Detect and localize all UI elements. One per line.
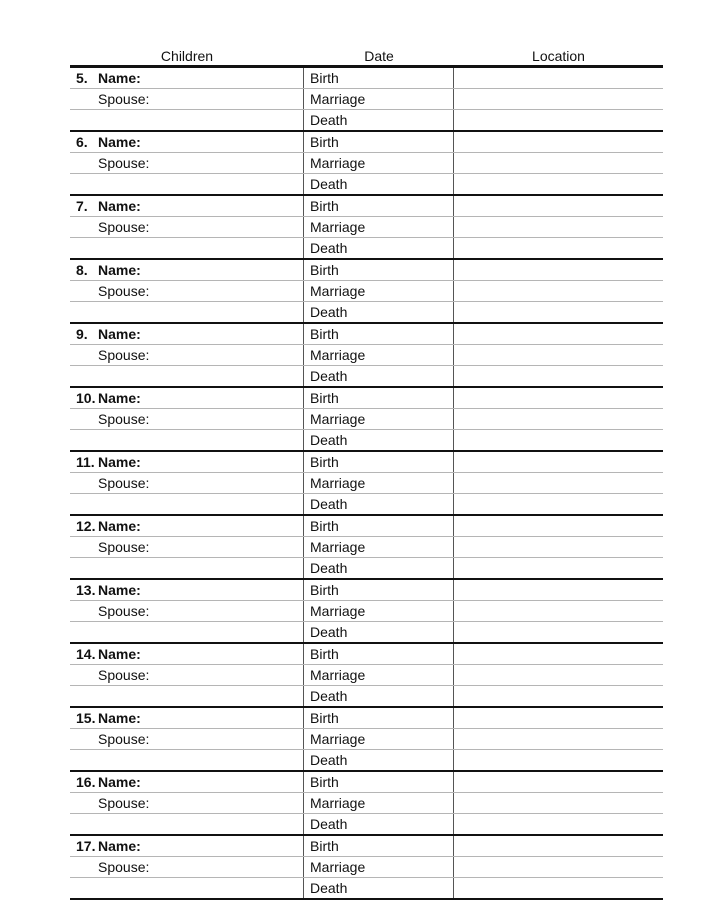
marriage-row: [70, 344, 663, 365]
spouse-label: Spouse:: [98, 667, 150, 683]
child-entry: [70, 196, 663, 260]
death-date-cell[interactable]: [304, 558, 454, 578]
spouse-cell[interactable]: [70, 729, 304, 749]
spouse-cell[interactable]: [70, 281, 304, 301]
marriage-date-cell[interactable]: [304, 473, 454, 493]
name-label: Name:: [98, 390, 141, 406]
marriage-date-cell[interactable]: [304, 729, 454, 749]
empty-child-cell: [70, 750, 304, 770]
birth-location-cell[interactable]: [454, 836, 663, 856]
child-entry: [70, 388, 663, 452]
empty-child-cell: [70, 494, 304, 514]
entry-number: 15.: [76, 710, 96, 726]
spouse-label: Spouse:: [98, 731, 150, 747]
death-location-cell[interactable]: [454, 814, 663, 834]
entry-number: 10.: [76, 390, 96, 406]
birth-date-cell[interactable]: [304, 260, 454, 280]
marriage-row: [70, 856, 663, 877]
birth-location-cell[interactable]: [454, 68, 663, 88]
empty-child-cell: [70, 622, 304, 642]
birth-row: [70, 196, 663, 216]
spouse-label: Spouse:: [98, 219, 150, 235]
name-label: Name:: [98, 582, 141, 598]
name-cell[interactable]: [70, 516, 304, 536]
entry-number: 8.: [76, 262, 88, 278]
death-row: [70, 493, 663, 514]
empty-child-cell: [70, 686, 304, 706]
name-label: Name:: [98, 198, 141, 214]
birth-label: Birth: [310, 838, 339, 854]
birth-date-cell[interactable]: [304, 772, 454, 792]
marriage-location-cell[interactable]: [454, 665, 663, 685]
death-label: Death: [310, 432, 348, 448]
marriage-label: Marriage: [310, 347, 366, 363]
birth-location-cell[interactable]: [454, 260, 663, 280]
marriage-date-cell[interactable]: [304, 281, 454, 301]
child-entry: [70, 580, 663, 644]
spouse-label: Spouse:: [98, 91, 150, 107]
death-date-cell[interactable]: [304, 494, 454, 514]
death-date-cell[interactable]: [304, 174, 454, 194]
marriage-date-cell[interactable]: [304, 793, 454, 813]
marriage-location-cell[interactable]: [454, 409, 663, 429]
death-label: Death: [310, 176, 348, 192]
marriage-label: Marriage: [310, 795, 366, 811]
name-label: Name:: [98, 134, 141, 150]
death-location-cell[interactable]: [454, 878, 663, 898]
birth-date-cell[interactable]: [304, 580, 454, 600]
birth-label: Birth: [310, 774, 339, 790]
name-cell[interactable]: [70, 132, 304, 152]
spouse-label: Spouse:: [98, 795, 150, 811]
birth-row: [70, 324, 663, 344]
name-label: Name:: [98, 646, 141, 662]
birth-label: Birth: [310, 198, 339, 214]
entry-number: 12.: [76, 518, 96, 534]
entry-number: 16.: [76, 774, 96, 790]
marriage-label: Marriage: [310, 91, 366, 107]
child-entry: [70, 644, 663, 708]
header-date: Date: [364, 48, 394, 64]
birth-label: Birth: [310, 262, 339, 278]
death-location-cell[interactable]: [454, 622, 663, 642]
birth-date-cell[interactable]: [304, 388, 454, 408]
death-label: Death: [310, 240, 348, 256]
marriage-label: Marriage: [310, 411, 366, 427]
name-cell[interactable]: [70, 580, 304, 600]
child-entry: [70, 516, 663, 580]
marriage-date-cell[interactable]: [304, 217, 454, 237]
child-entry: [70, 132, 663, 196]
marriage-location-cell[interactable]: [454, 89, 663, 109]
entry-number: 17.: [76, 838, 96, 854]
birth-label: Birth: [310, 518, 339, 534]
marriage-label: Marriage: [310, 667, 366, 683]
marriage-location-cell[interactable]: [454, 345, 663, 365]
spouse-label: Spouse:: [98, 603, 150, 619]
marriage-location-cell[interactable]: [454, 857, 663, 877]
header-location: Location: [532, 48, 585, 64]
spouse-label: Spouse:: [98, 539, 150, 555]
death-row: [70, 237, 663, 258]
empty-child-cell: [70, 366, 304, 386]
entry-number: 6.: [76, 134, 88, 150]
birth-location-cell[interactable]: [454, 772, 663, 792]
spouse-label: Spouse:: [98, 155, 150, 171]
birth-row: [70, 516, 663, 536]
marriage-location-cell[interactable]: [454, 601, 663, 621]
child-entry: [70, 772, 663, 836]
death-location-cell[interactable]: [454, 238, 663, 258]
name-label: Name:: [98, 838, 141, 854]
death-row: [70, 301, 663, 322]
marriage-date-cell[interactable]: [304, 153, 454, 173]
birth-row: [70, 132, 663, 152]
entry-number: 9.: [76, 326, 88, 342]
spouse-cell[interactable]: [70, 793, 304, 813]
spouse-cell[interactable]: [70, 345, 304, 365]
marriage-label: Marriage: [310, 283, 366, 299]
death-date-cell[interactable]: [304, 814, 454, 834]
marriage-label: Marriage: [310, 219, 366, 235]
death-row: [70, 109, 663, 130]
birth-row: [70, 772, 663, 792]
birth-location-cell[interactable]: [454, 452, 663, 472]
marriage-location-cell[interactable]: [454, 473, 663, 493]
entry-number: 14.: [76, 646, 96, 662]
death-location-cell[interactable]: [454, 302, 663, 322]
birth-label: Birth: [310, 134, 339, 150]
death-location-cell[interactable]: [454, 366, 663, 386]
marriage-date-cell[interactable]: [304, 665, 454, 685]
death-location-cell[interactable]: [454, 750, 663, 770]
birth-location-cell[interactable]: [454, 324, 663, 344]
marriage-row: [70, 408, 663, 429]
spouse-cell[interactable]: [70, 601, 304, 621]
death-row: [70, 685, 663, 706]
marriage-date-cell[interactable]: [304, 409, 454, 429]
empty-child-cell: [70, 110, 304, 130]
empty-child-cell: [70, 238, 304, 258]
birth-date-cell[interactable]: [304, 196, 454, 216]
spouse-label: Spouse:: [98, 411, 150, 427]
spouse-cell[interactable]: [70, 665, 304, 685]
spouse-label: Spouse:: [98, 475, 150, 491]
death-date-cell[interactable]: [304, 110, 454, 130]
child-entry: [70, 708, 663, 772]
marriage-row: [70, 280, 663, 301]
spouse-cell[interactable]: [70, 473, 304, 493]
spouse-cell[interactable]: [70, 857, 304, 877]
marriage-row: [70, 664, 663, 685]
marriage-label: Marriage: [310, 603, 366, 619]
birth-row: [70, 708, 663, 728]
birth-label: Birth: [310, 390, 339, 406]
name-cell[interactable]: [70, 324, 304, 344]
spouse-label: Spouse:: [98, 283, 150, 299]
death-date-cell[interactable]: [304, 622, 454, 642]
death-date-cell[interactable]: [304, 686, 454, 706]
marriage-row: [70, 88, 663, 109]
death-row: [70, 173, 663, 194]
marriage-label: Marriage: [310, 539, 366, 555]
name-cell[interactable]: [70, 452, 304, 472]
marriage-date-cell[interactable]: [304, 345, 454, 365]
empty-child-cell: [70, 430, 304, 450]
child-entry: [70, 836, 663, 900]
entry-number: 7.: [76, 198, 88, 214]
birth-label: Birth: [310, 70, 339, 86]
spouse-cell[interactable]: [70, 217, 304, 237]
marriage-location-cell[interactable]: [454, 729, 663, 749]
death-row: [70, 877, 663, 898]
death-label: Death: [310, 752, 348, 768]
header-children: Children: [160, 48, 214, 64]
entry-number: 11.: [76, 454, 95, 470]
birth-date-cell[interactable]: [304, 452, 454, 472]
marriage-row: [70, 152, 663, 173]
marriage-location-cell[interactable]: [454, 793, 663, 813]
name-cell[interactable]: [70, 836, 304, 856]
spouse-label: Spouse:: [98, 859, 150, 875]
name-label: Name:: [98, 710, 141, 726]
birth-row: [70, 644, 663, 664]
death-label: Death: [310, 880, 348, 896]
marriage-date-cell[interactable]: [304, 601, 454, 621]
death-label: Death: [310, 496, 348, 512]
name-label: Name:: [98, 774, 141, 790]
child-entry: [70, 260, 663, 324]
death-label: Death: [310, 112, 348, 128]
birth-date-cell[interactable]: [304, 68, 454, 88]
death-location-cell[interactable]: [454, 686, 663, 706]
death-date-cell[interactable]: [304, 302, 454, 322]
entry-number: 5.: [76, 70, 88, 86]
death-row: [70, 749, 663, 770]
birth-date-cell[interactable]: [304, 516, 454, 536]
death-location-cell[interactable]: [454, 430, 663, 450]
marriage-date-cell[interactable]: [304, 89, 454, 109]
child-entry: [70, 452, 663, 516]
name-label: Name:: [98, 326, 141, 342]
death-label: Death: [310, 304, 348, 320]
spouse-cell[interactable]: [70, 89, 304, 109]
name-label: Name:: [98, 70, 141, 86]
marriage-label: Marriage: [310, 731, 366, 747]
birth-row: [70, 452, 663, 472]
name-cell[interactable]: [70, 260, 304, 280]
birth-label: Birth: [310, 582, 339, 598]
marriage-label: Marriage: [310, 155, 366, 171]
empty-child-cell: [70, 878, 304, 898]
name-label: Name:: [98, 262, 141, 278]
name-cell[interactable]: [70, 644, 304, 664]
entry-number: 13.: [76, 582, 96, 598]
death-row: [70, 621, 663, 642]
name-cell[interactable]: [70, 196, 304, 216]
birth-row: [70, 836, 663, 856]
birth-row: [70, 388, 663, 408]
marriage-location-cell[interactable]: [454, 153, 663, 173]
birth-date-cell[interactable]: [304, 324, 454, 344]
birth-date-cell[interactable]: [304, 132, 454, 152]
death-location-cell[interactable]: [454, 558, 663, 578]
birth-label: Birth: [310, 710, 339, 726]
marriage-label: Marriage: [310, 859, 366, 875]
empty-child-cell: [70, 174, 304, 194]
children-record-sheet: [70, 47, 663, 900]
child-entry: [70, 324, 663, 388]
death-date-cell[interactable]: [304, 750, 454, 770]
table-header: [70, 47, 663, 68]
empty-child-cell: [70, 558, 304, 578]
marriage-date-cell[interactable]: [304, 857, 454, 877]
entries-list: [70, 68, 663, 900]
birth-location-cell[interactable]: [454, 580, 663, 600]
spouse-cell[interactable]: [70, 537, 304, 557]
death-location-cell[interactable]: [454, 174, 663, 194]
death-row: [70, 813, 663, 834]
death-date-cell[interactable]: [304, 366, 454, 386]
death-location-cell[interactable]: [454, 110, 663, 130]
death-row: [70, 557, 663, 578]
birth-location-cell[interactable]: [454, 132, 663, 152]
marriage-row: [70, 472, 663, 493]
marriage-row: [70, 728, 663, 749]
death-row: [70, 365, 663, 386]
birth-label: Birth: [310, 454, 339, 470]
name-label: Name:: [98, 518, 141, 534]
death-date-cell[interactable]: [304, 878, 454, 898]
death-label: Death: [310, 624, 348, 640]
marriage-location-cell[interactable]: [454, 281, 663, 301]
marriage-label: Marriage: [310, 475, 366, 491]
marriage-row: [70, 216, 663, 237]
birth-date-cell[interactable]: [304, 644, 454, 664]
marriage-row: [70, 792, 663, 813]
marriage-date-cell[interactable]: [304, 537, 454, 557]
death-row: [70, 429, 663, 450]
birth-date-cell[interactable]: [304, 708, 454, 728]
birth-row: [70, 260, 663, 280]
birth-label: Birth: [310, 326, 339, 342]
birth-label: Birth: [310, 646, 339, 662]
birth-location-cell[interactable]: [454, 388, 663, 408]
birth-row: [70, 580, 663, 600]
death-date-cell[interactable]: [304, 430, 454, 450]
birth-location-cell[interactable]: [454, 644, 663, 664]
name-cell[interactable]: [70, 68, 304, 88]
empty-child-cell: [70, 302, 304, 322]
birth-location-cell[interactable]: [454, 516, 663, 536]
child-entry: [70, 68, 663, 132]
empty-child-cell: [70, 814, 304, 834]
spouse-cell[interactable]: [70, 153, 304, 173]
birth-row: [70, 68, 663, 88]
death-location-cell[interactable]: [454, 494, 663, 514]
death-label: Death: [310, 816, 348, 832]
marriage-row: [70, 600, 663, 621]
birth-location-cell[interactable]: [454, 196, 663, 216]
marriage-location-cell[interactable]: [454, 217, 663, 237]
death-label: Death: [310, 560, 348, 576]
death-label: Death: [310, 688, 348, 704]
name-cell[interactable]: [70, 772, 304, 792]
name-cell[interactable]: [70, 388, 304, 408]
marriage-location-cell[interactable]: [454, 537, 663, 557]
death-date-cell[interactable]: [304, 238, 454, 258]
birth-location-cell[interactable]: [454, 708, 663, 728]
name-label: Name:: [98, 454, 141, 470]
birth-date-cell[interactable]: [304, 836, 454, 856]
death-label: Death: [310, 368, 348, 384]
spouse-cell[interactable]: [70, 409, 304, 429]
name-cell[interactable]: [70, 708, 304, 728]
marriage-row: [70, 536, 663, 557]
spouse-label: Spouse:: [98, 347, 150, 363]
